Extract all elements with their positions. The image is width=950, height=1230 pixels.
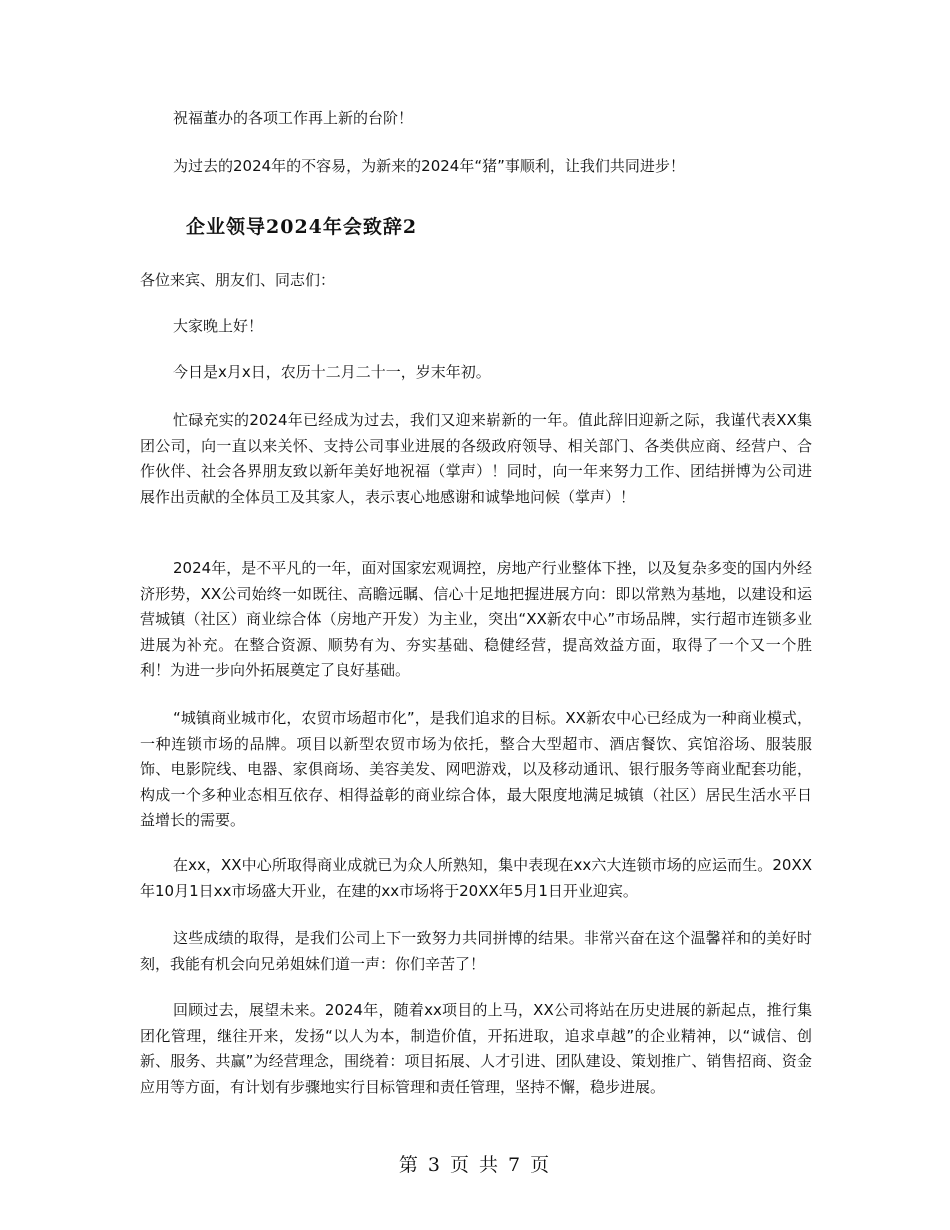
paragraph-new-year-wish: 为过去的2024年的不容易，为新来的2024年“猪”事顺利，让我们共同进步！ [173, 157, 685, 175]
body-paragraph: 在xx，XX中心所取得商业成就已为众人所熟知，集中表现在xx六大连锁市场的应运而生。20XX年10月1日xx市场盛大开业，在建的xx市场将于20XX年5月1日开业迎宾。 [140, 856, 812, 900]
body-paragraph: 忙碌充实的2024年已经成为过去，我们又迎来崭新的一年。值此辞旧迎新之际，我谨代表XX集团公司，向一直以来关怀、支持公司事业进展的各级政府领导、相关部门、各类供应商、经营户、合作伙伴、社会各界朋友致以新年美好地祝福（掌声）！同时，向一年来努力工作、团结拼博为公司进展作出贡献的全体员工及其家人，表示衷心地感谢和诚挚地问候（掌声）！ [140, 411, 812, 506]
body-paragraph: 回顾过去，展望未来。2024年，随着xx项目的上马，XX公司将站在历史进展的新起点，推行集团化管理，继往开来，发扬“以人为本，制造价值，开拓进取，追求卓越”的企业精神，以“诚信、创新、服务、共赢”为经营理念，围绕着：项目拓展、人才引进、团队建设、策划推广、销售招商、资金应用等方面，有计划有步骤地实行目标管理和责任管理，坚持不懈，稳步进展。 [140, 1001, 812, 1096]
body-paragraph: 这些成绩的取得，是我们公司上下一致努力共同拼博的结果。非常兴奋在这个温馨祥和的美好时刻，我能有机会向兄弟姐妹们道一声：你们辛苦了！ [140, 929, 812, 973]
salutation: 各位来宾、朋友们、同志们： [140, 271, 336, 289]
section-title: 企业领导2024年会致辞2 [186, 216, 418, 238]
date-line: 今日是x月x日，农历十二月二十一，岁末年初。 [173, 363, 491, 381]
body-paragraph: 2024年，是不平凡的一年，面对国家宏观调控，房地产行业整体下挫，以及复杂多变的国内外经济形势，XX公司始终一如既往、高瞻远瞩、信心十足地把握进展方向：即以常熟为基地，以建设和运营城镇（社区）商业综合体（房地产开发）为主业，突出“XX新农中心”市场品牌，实行超市连锁多业进展为补充。在整合资源、顺势有为、夯实基础、稳健经营，提高效益方面，取得了一个又一个胜利！为进一步向外拓展奠定了良好基础。 [140, 559, 812, 679]
paragraph-blessing: 祝福董办的各项工作再上新的台阶！ [173, 109, 414, 127]
body-paragraph: “城镇商业城市化，农贸市场超市化”，是我们追求的目标。XX新农中心已经成为一种商业模式，一种连锁市场的品牌。项目以新型农贸市场为依托，整合大型超市、酒店餐饮、宾馆浴场、服装服饰、电影院线、电器、家俱商场、美容美发、网吧游戏，以及移动通讯、银行服务等商业配套功能，构成一个多种业态相互依存、相得益彰的商业综合体，最大限度地满足城镇（社区）居民生活水平日益增长的需要。 [140, 709, 812, 829]
page-footer: 第 3 页 共 7 页 [398, 1154, 552, 1176]
greeting: 大家晚上好！ [173, 317, 264, 335]
